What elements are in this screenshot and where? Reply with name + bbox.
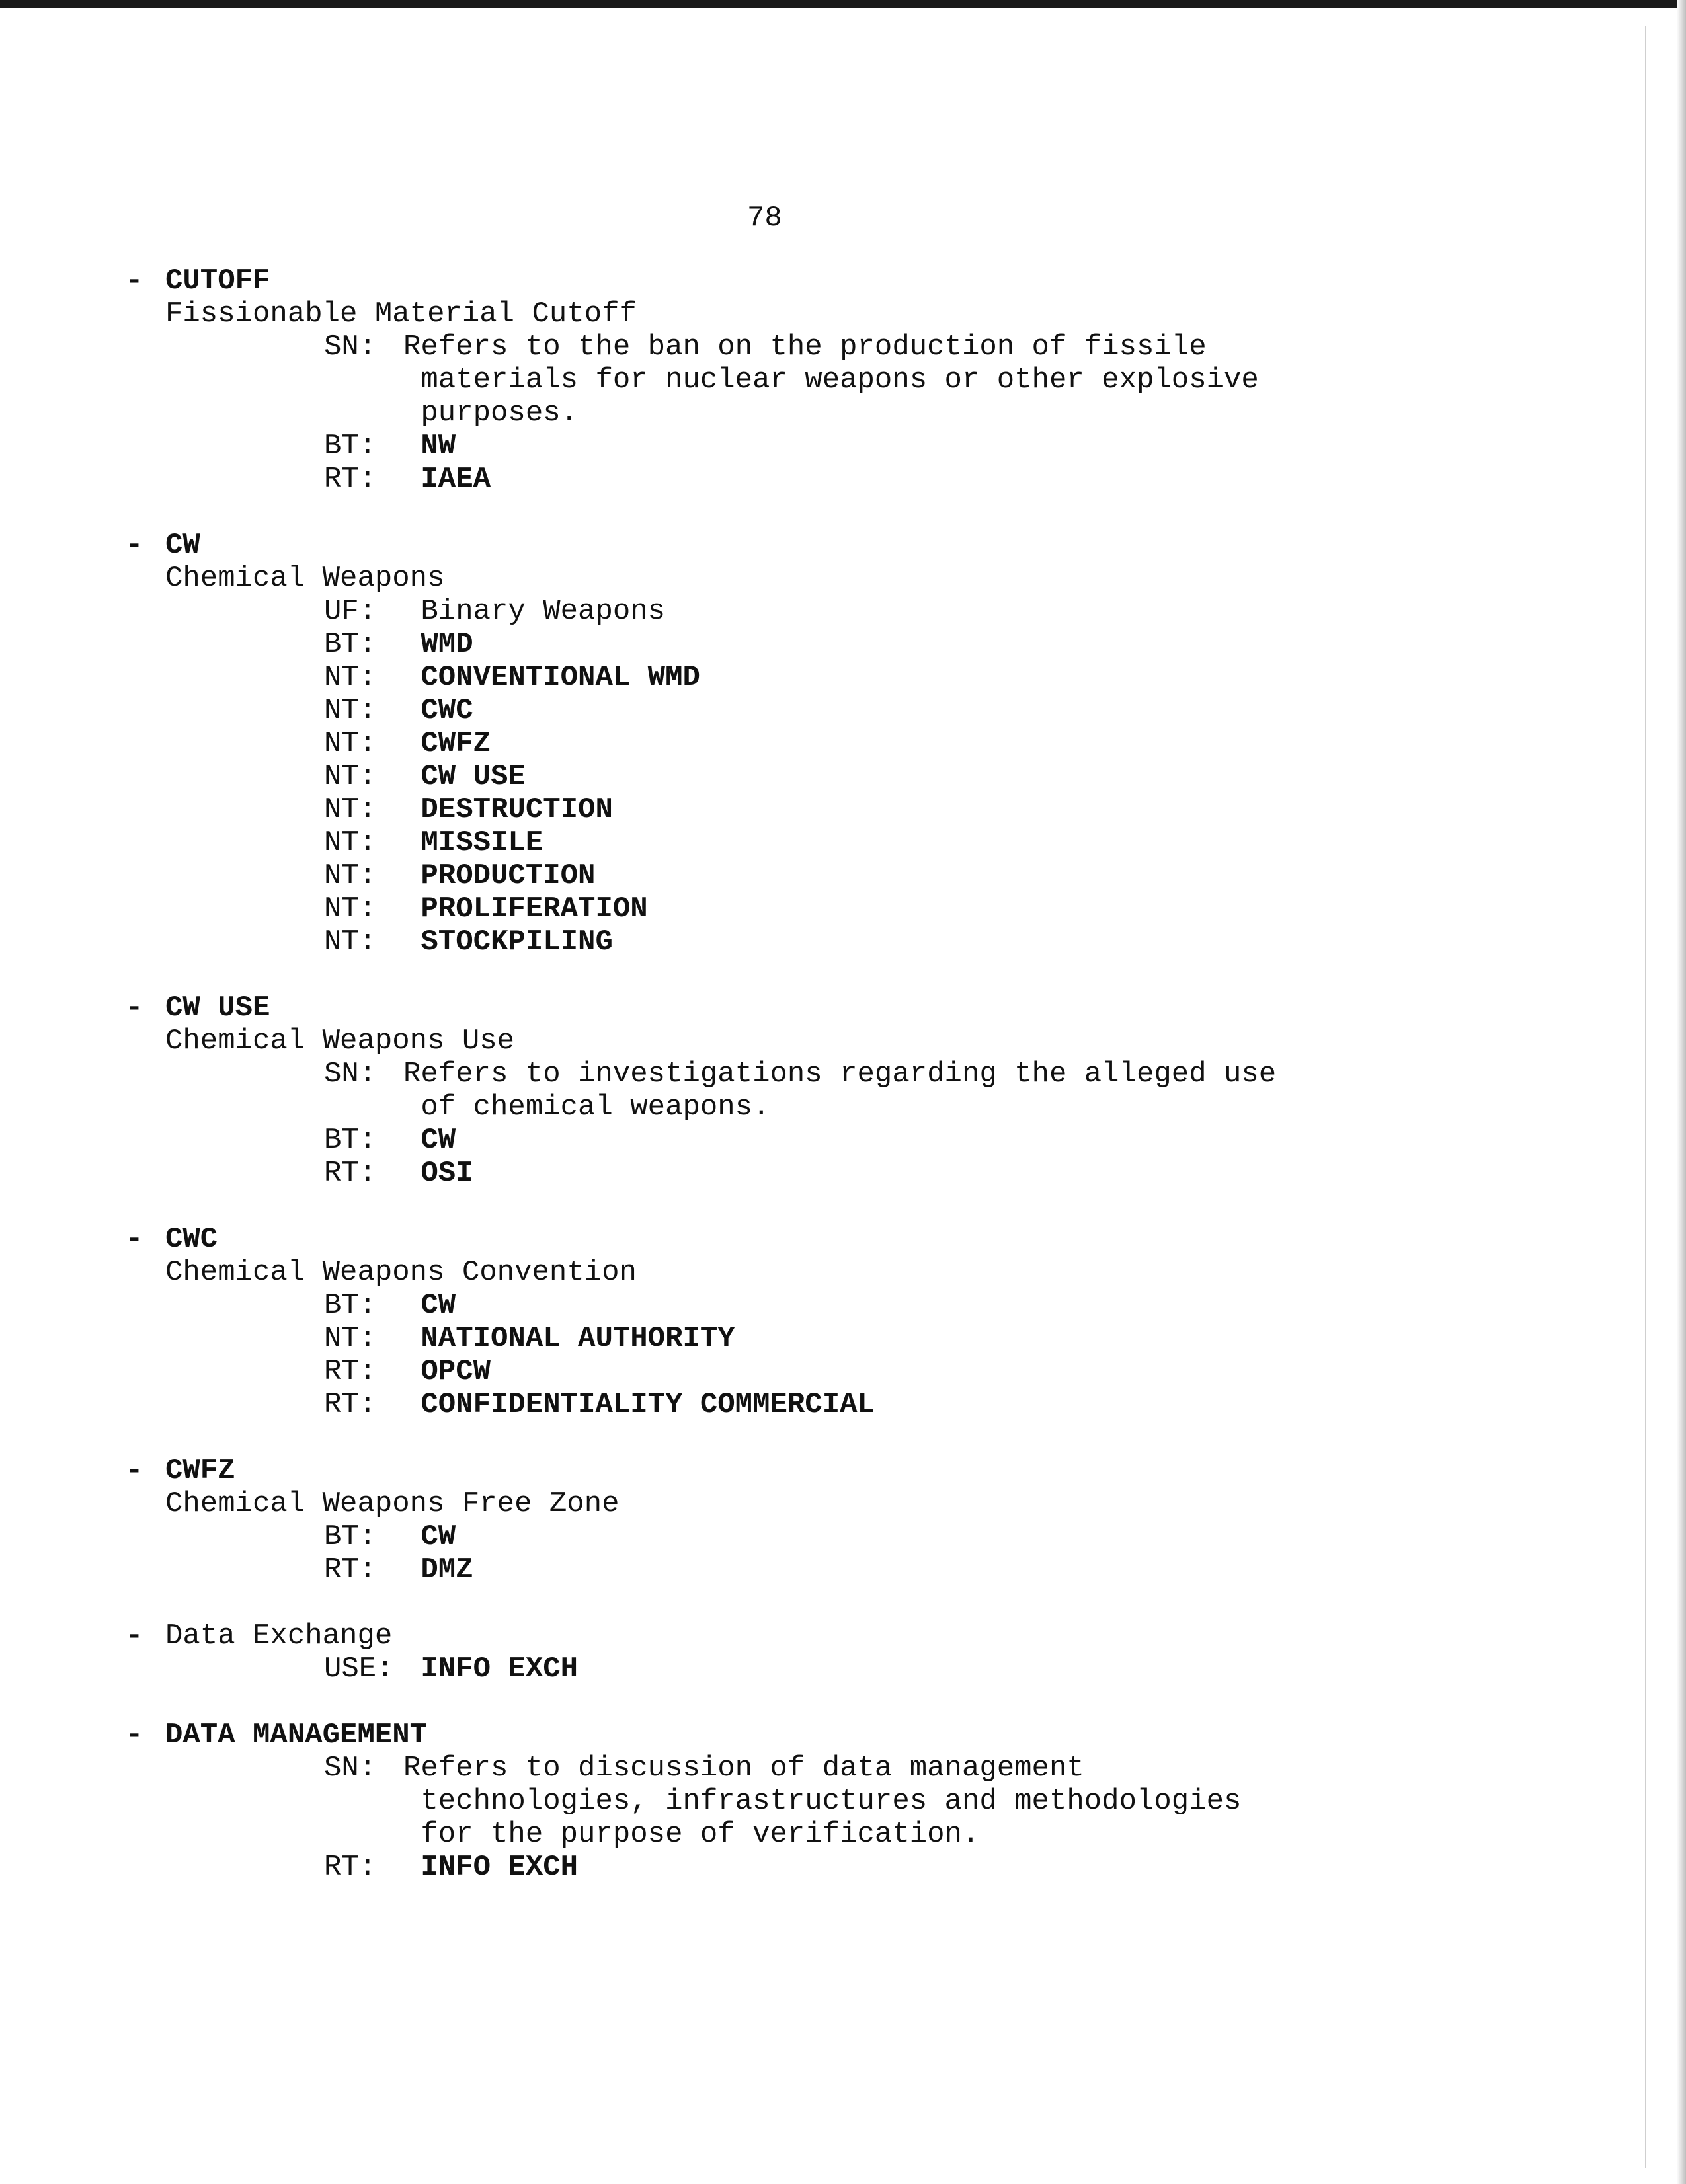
scope-note-line: Refers to discussion of data management: [403, 1752, 1084, 1785]
entry-expansion: Chemical Weapons Use: [165, 1025, 515, 1058]
entry-cwfz: [126, 1454, 1580, 1586]
scope-note-line: purposes.: [403, 397, 579, 430]
entry-term: CWC: [165, 1223, 218, 1256]
relation-code: UF:: [324, 595, 377, 628]
relation-code: NT:: [324, 925, 377, 958]
relation-term: CW: [421, 1520, 456, 1553]
relation-term: PROLIFERATION: [421, 892, 648, 925]
entry-expansion: Fissionable Material Cutoff: [165, 297, 637, 331]
entry-term: DATA MANAGEMENT: [165, 1719, 428, 1752]
relation-term: NW: [421, 430, 456, 463]
scope-note: [324, 1752, 1580, 1851]
relation-row: [324, 1653, 1580, 1686]
relation-code: RT:: [324, 463, 377, 496]
scope-note-label: SN:: [324, 331, 377, 364]
scope-note-label: SN:: [324, 1058, 377, 1091]
scan-right-edge: [1677, 0, 1686, 2184]
scan-top-edge: [0, 0, 1686, 8]
entry-cutoff: [126, 264, 1580, 496]
relation-code: NT:: [324, 661, 377, 694]
entry-term: CWFZ: [165, 1454, 235, 1487]
entry-dash: -: [126, 1619, 143, 1653]
entry-term: CW USE: [165, 992, 270, 1025]
entry-cw-use: [126, 992, 1580, 1190]
relation-term: IAEA: [421, 463, 491, 496]
entry-heading: [126, 529, 1580, 562]
entry-heading: [126, 992, 1580, 1025]
scope-note-line: Refers to investigations regarding the alleged use: [403, 1058, 1277, 1091]
scope-note-line: for the purpose of verification.: [403, 1818, 980, 1851]
relation-code: NT:: [324, 694, 377, 727]
entry-term: CW: [165, 529, 200, 562]
relation-row: [324, 1355, 1580, 1388]
relation-row: [324, 1388, 1580, 1421]
relation-term: MISSILE: [421, 826, 543, 859]
entry-expansion: Chemical Weapons Free Zone: [165, 1487, 620, 1520]
scope-note-line: technologies, infrastructures and methodologies: [403, 1785, 1242, 1818]
relation-term: CONFIDENTIALITY COMMERCIAL: [421, 1388, 875, 1421]
relation-term: STOCKPILING: [421, 925, 613, 958]
entry-dash: -: [126, 1454, 143, 1487]
relation-row: [324, 859, 1580, 892]
relation-term: CWFZ: [421, 727, 491, 760]
relation-term: CONVENTIONAL WMD: [421, 661, 700, 694]
relation-row: [324, 1289, 1580, 1322]
entry-dash: -: [126, 264, 143, 297]
scan-edge-line: [1645, 26, 1646, 2168]
entry-term: Data Exchange: [165, 1619, 393, 1653]
entry-heading: [126, 264, 1580, 297]
relation-code: NT:: [324, 1322, 377, 1355]
scope-note: [324, 331, 1580, 430]
relation-row: [324, 463, 1580, 496]
entry-cw: [126, 529, 1580, 958]
relation-row: [324, 1851, 1580, 1884]
relation-code: RT:: [324, 1388, 377, 1421]
relation-code: BT:: [324, 1124, 377, 1157]
relation-code: BT:: [324, 628, 377, 661]
relation-term: DESTRUCTION: [421, 793, 613, 826]
entry-heading: [126, 1719, 1580, 1752]
relation-row: [324, 1553, 1580, 1586]
relation-row: [324, 661, 1580, 694]
entry-dash: -: [126, 1223, 143, 1256]
relation-code: NT:: [324, 793, 377, 826]
relation-row: [324, 892, 1580, 925]
relation-code: USE:: [324, 1653, 394, 1686]
relation-code: BT:: [324, 1520, 377, 1553]
relation-term: INFO EXCH: [421, 1851, 579, 1884]
relation-row: [324, 760, 1580, 793]
relation-row: [324, 826, 1580, 859]
entry-term: CUTOFF: [165, 264, 270, 297]
relation-code: NT:: [324, 727, 377, 760]
page-number: 78: [747, 202, 782, 235]
entry-dash: -: [126, 529, 143, 562]
relation-row: [324, 1322, 1580, 1355]
entry-heading: [126, 1619, 1580, 1653]
entry-cwc: [126, 1223, 1580, 1421]
relation-code: BT:: [324, 430, 377, 463]
relation-row: [324, 925, 1580, 958]
relation-term: CW: [421, 1289, 456, 1322]
relation-term: CWC: [421, 694, 473, 727]
scope-note-line: Refers to the ban on the production of fissile: [403, 331, 1207, 364]
relation-row: [324, 628, 1580, 661]
relation-row: [324, 793, 1580, 826]
entry-data-management: [126, 1719, 1580, 1884]
entry-dash: -: [126, 1719, 143, 1752]
entry-data-exchange: [126, 1619, 1580, 1686]
relation-code: RT:: [324, 1355, 377, 1388]
scope-note-line: of chemical weapons.: [403, 1091, 770, 1124]
relation-row: [324, 727, 1580, 760]
relation-code: NT:: [324, 760, 377, 793]
relation-code: BT:: [324, 1289, 377, 1322]
scope-note-label: SN:: [324, 1752, 377, 1785]
relation-code: NT:: [324, 826, 377, 859]
relation-term: OPCW: [421, 1355, 491, 1388]
relation-term: INFO EXCH: [421, 1653, 579, 1686]
relation-term: NATIONAL AUTHORITY: [421, 1322, 735, 1355]
entry-expansion: Chemical Weapons Convention: [165, 1256, 637, 1289]
relation-term: CW USE: [421, 760, 526, 793]
scope-note: [324, 1058, 1580, 1124]
relation-term: Binary Weapons: [421, 595, 666, 628]
relation-row: [324, 595, 1580, 628]
relation-code: RT:: [324, 1851, 377, 1884]
entry-expansion: Chemical Weapons: [165, 562, 445, 595]
relation-row: [324, 1124, 1580, 1157]
entry-heading: [126, 1223, 1580, 1256]
scope-note-line: materials for nuclear weapons or other explosive: [403, 364, 1259, 397]
relation-code: RT:: [324, 1157, 377, 1190]
entry-heading: [126, 1454, 1580, 1487]
relation-term: WMD: [421, 628, 473, 661]
relation-term: CW: [421, 1124, 456, 1157]
relation-code: RT:: [324, 1553, 377, 1586]
relation-code: NT:: [324, 859, 377, 892]
relation-term: OSI: [421, 1157, 473, 1190]
relation-term: DMZ: [421, 1553, 473, 1586]
relation-row: [324, 1520, 1580, 1553]
relation-code: NT:: [324, 892, 377, 925]
relation-row: [324, 430, 1580, 463]
entry-dash: -: [126, 992, 143, 1025]
relation-term: PRODUCTION: [421, 859, 596, 892]
relation-row: [324, 1157, 1580, 1190]
relation-row: [324, 694, 1580, 727]
thesaurus-entries: [126, 264, 1580, 1917]
